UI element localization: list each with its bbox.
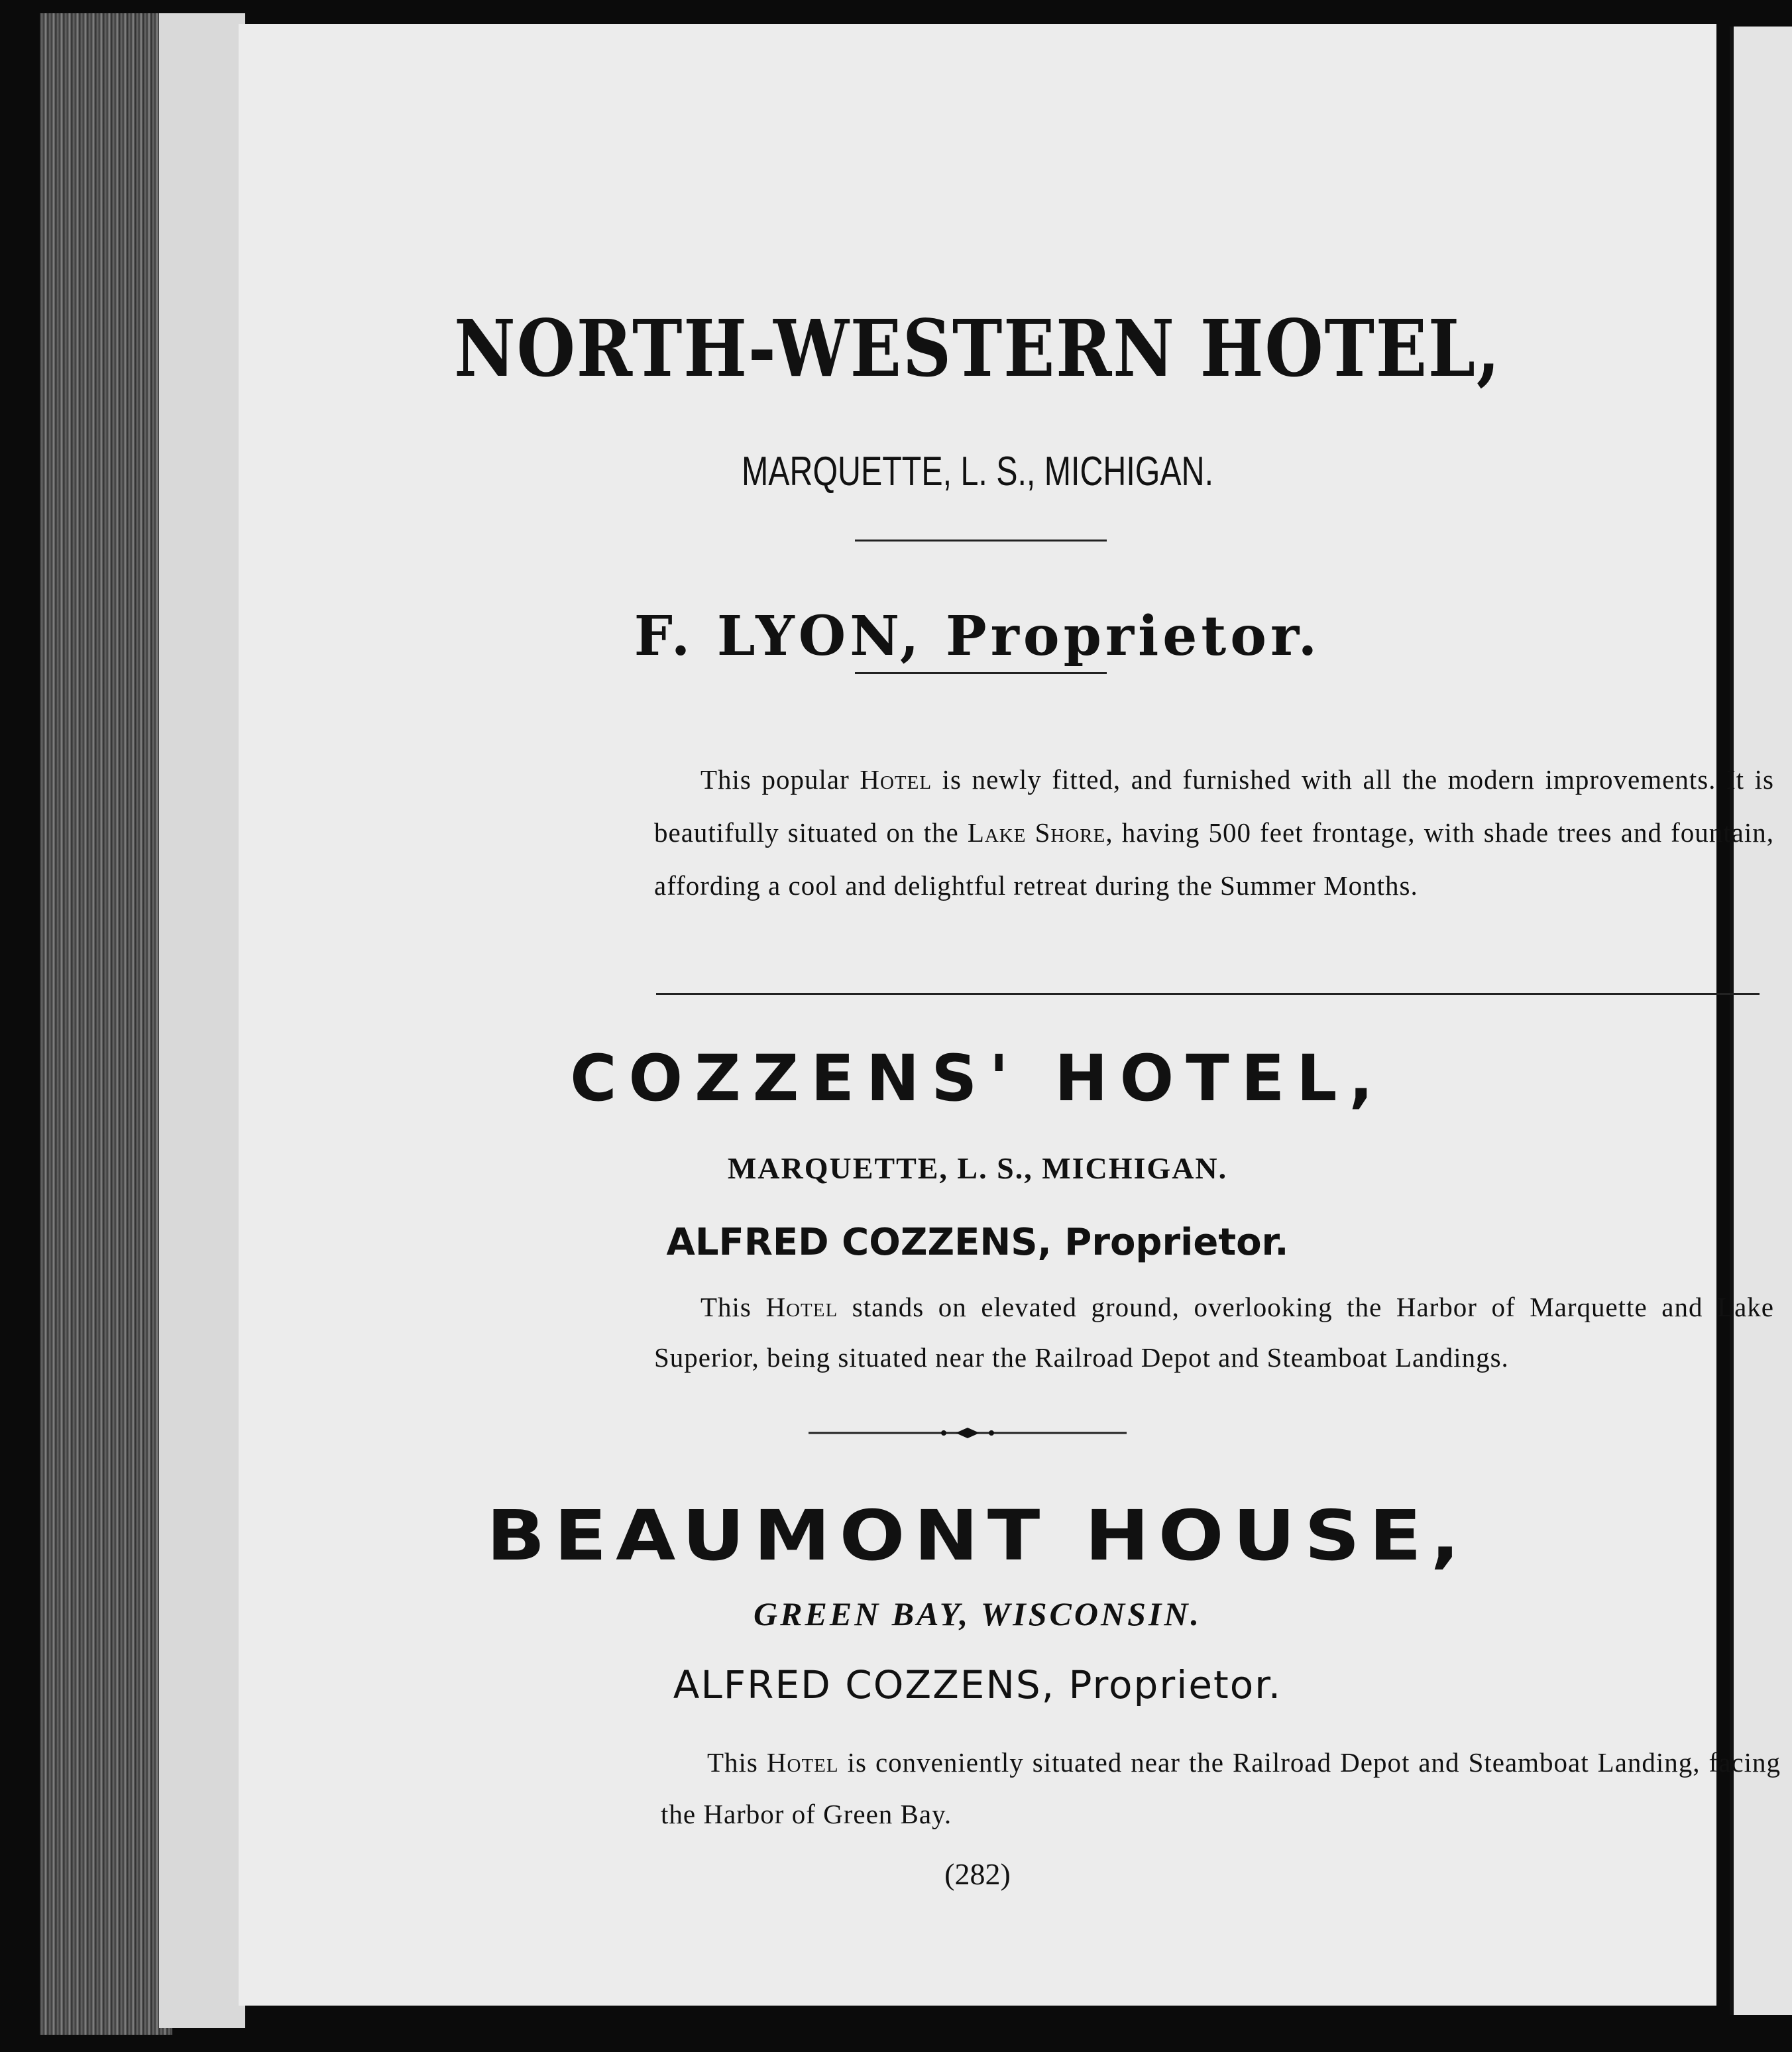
beaumont-house-location: GREEN BAY, WISCONSIN. <box>754 1595 1202 1632</box>
book-page-edges <box>40 13 172 2035</box>
cozzens-hotel-proprietor: ALFRED COZZENS, Proprietor. <box>666 1221 1289 1264</box>
page-margin-strip <box>159 13 245 2028</box>
divider-rule <box>855 672 1107 674</box>
book-page <box>239 24 1781 2006</box>
beaumont-house-proprietor: ALFRED COZZENS, Proprietor. <box>673 1662 1282 1707</box>
cozzens-hotel-title: COZZENS' HOTEL, <box>570 1041 1385 1115</box>
section-separator <box>656 993 1760 995</box>
north-western-hotel-proprietor: F. LYON, Proprietor. <box>634 604 1321 668</box>
cozzens-hotel-location: MARQUETTE, L. S., MICHIGAN. <box>727 1151 1228 1185</box>
page-number: (282) <box>944 1857 1011 1891</box>
beaumont-house-description: This Hotel is conveniently situated near the Railroad Depot and Steamboat Landing, facing the Harbor of Green Bay. <box>661 1747 1781 1829</box>
north-western-hotel-description: This popular Hotel is newly fitted, and furnished with all the modern improvements. It is beautifully situated on the Lake Shore, having 500 feet frontage, with shade trees and fountain, affording a cool and delightful retreat during the Summer Months. <box>654 764 1775 901</box>
north-western-hotel-location: MARQUETTE, L. S., MICHIGAN. <box>741 449 1214 494</box>
cozzens-hotel-description: This Hotel stands on elevated ground, overlooking the Harbor of Marquette and Lake Superior, being situated near the Railroad Depot and Steamboat Landings. <box>654 1292 1774 1373</box>
north-western-hotel-title: NORTH-WESTERN HOTEL, <box>454 302 1501 394</box>
divider-rule <box>855 540 1107 542</box>
beaumont-house-title: BEAUMONT HOUSE, <box>486 1495 1469 1576</box>
facing-page-edge <box>1730 27 1792 2015</box>
ornamental-divider <box>809 1425 1127 1441</box>
